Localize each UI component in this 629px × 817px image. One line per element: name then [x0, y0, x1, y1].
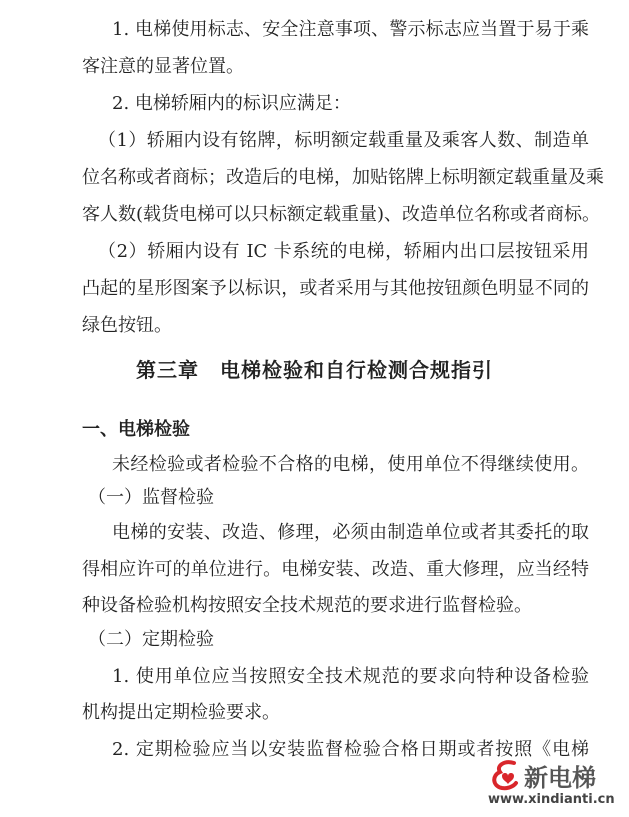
- paragraph-line: 客人数(载货电梯可以只标额定载重量)、改造单位名称或者商标。: [82, 204, 601, 225]
- paragraph-line: 1. 电梯使用标志、安全注意事项、警示标志应当置于易于乘: [112, 19, 589, 40]
- paragraph-line: 电梯的安装、改造、修理，必须由制造单位或者其委托的取: [112, 522, 589, 543]
- paragraph-line: 得相应许可的单位进行。电梯安装、改造、重大修理，应当经特: [82, 559, 589, 580]
- subsection-heading: （二）定期检验: [88, 629, 214, 650]
- paragraph-line: 机构提出定期检验要求。: [82, 702, 280, 723]
- paragraph-line: 种设备检验机构按照安全技术规范的要求进行监督检验。: [82, 595, 532, 616]
- subsection-heading: （一）监督检验: [88, 487, 214, 508]
- paragraph-line: 2. 电梯轿厢内的标识应满足：: [112, 93, 351, 114]
- chapter-heading: 第三章 电梯检验和自行检测合规指引: [136, 358, 493, 382]
- watermark: [488, 758, 623, 814]
- paragraph-line: 未经检验或者检验不合格的电梯，使用单位不得继续使用。: [112, 454, 589, 475]
- paragraph-line: （1）轿厢内设有铭牌，标明额定载重量及乘客人数、制造单: [98, 130, 589, 151]
- section-heading: 一、电梯检验: [82, 419, 190, 440]
- paragraph-line: 凸起的星形图案予以标识，或者采用与其他按钮颜色明显不同的: [82, 278, 589, 299]
- paragraph-line: 位名称或者商标；改造后的电梯，加贴铭牌上标明额定载重量及乘: [82, 167, 604, 188]
- paragraph-line: 客注意的显著位置。: [82, 56, 244, 77]
- watermark-title: 新电梯: [524, 764, 596, 792]
- paragraph-line: （2）轿厢内设有 IC 卡系统的电梯，轿厢内出口层按钮采用: [98, 241, 589, 262]
- paragraph-line: 绿色按钮。: [82, 315, 172, 336]
- xindianti-logo-icon: [488, 758, 522, 792]
- paragraph-line: 2. 定期检验应当以安装监督检验合格日期或者按照《电梯: [112, 739, 589, 760]
- paragraph-line: 1. 使用单位应当按照安全技术规范的要求向特种设备检验: [112, 666, 589, 687]
- watermark-url: www.xindianti.cn: [488, 792, 615, 807]
